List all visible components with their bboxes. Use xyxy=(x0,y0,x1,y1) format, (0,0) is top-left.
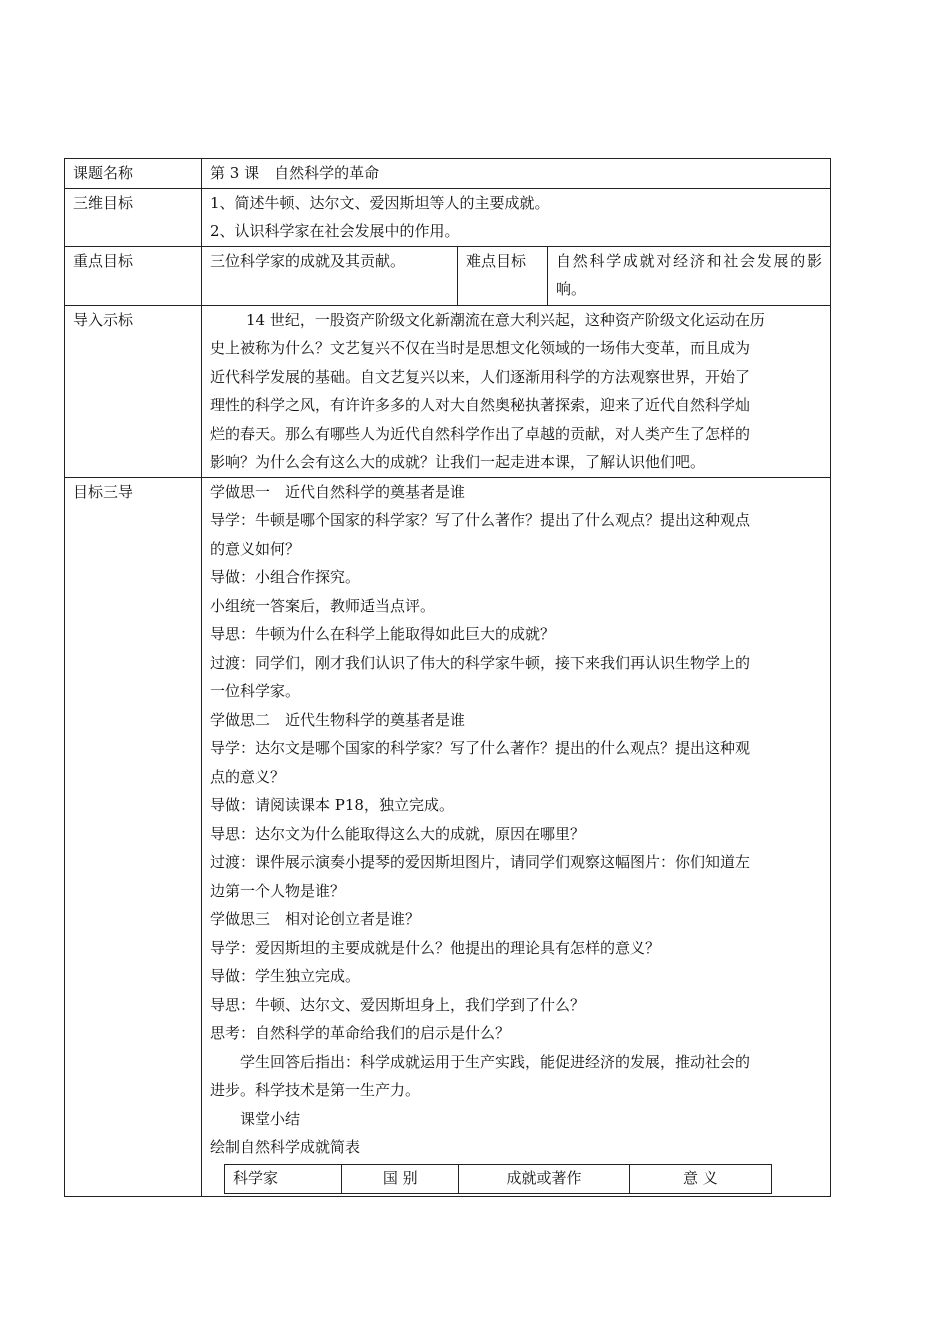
header-significance: 意 义 xyxy=(629,1164,771,1193)
guide-content xyxy=(202,477,831,1196)
guide-line: 学做思一 近代自然科学的奠基者是谁 xyxy=(210,482,466,501)
row-guide xyxy=(65,477,831,1196)
header-achievement: 成就或著作 xyxy=(459,1164,629,1193)
label-intro: 导入示标 xyxy=(65,305,202,477)
intro-line: 史上被称为什么？文艺复兴不仅在当时是思想文化领域的一场伟大变革，而且成为 xyxy=(210,339,751,357)
goal-item: 1、简述牛顿、达尔文、爱因斯坦等人的主要成就。 xyxy=(210,193,550,212)
intro-line: 影响？为什么会有这么大的成就？让我们一起走进本课，了解认识他们吧。 xyxy=(210,453,706,471)
guide-line: 学做思二 近代生物科学的奠基者是谁 xyxy=(210,710,466,729)
guide-line: 过渡：课件展示演奏小提琴的爱因斯坦图片，请同学们观察这幅图片：你们知道左 xyxy=(210,853,751,871)
guide-line: 一位科学家。 xyxy=(210,682,301,700)
guide-line: 导思：牛顿为什么在科学上能取得如此巨大的成就？ xyxy=(210,625,556,643)
row-lesson-title xyxy=(65,159,831,189)
guide-line: 小组统一答案后，教师适当点评。 xyxy=(210,596,436,615)
achievement-table xyxy=(224,1164,772,1194)
row-key-goals xyxy=(65,246,831,305)
header-scientist: 科学家 xyxy=(225,1164,342,1193)
label-guide: 目标三导 xyxy=(65,477,202,1196)
guide-line: 点的意义？ xyxy=(210,767,286,786)
intro-line: 理性的科学之风，有许许多多的人对大自然奥秘执著探索，迎来了近代自然科学灿 xyxy=(210,396,751,414)
guide-line: 导做：请阅读课本 P18，独立完成。 xyxy=(210,796,454,814)
guide-line: 过渡：同学们，刚才我们认识了伟大的科学家牛顿，接下来我们再认识生物学上的 xyxy=(210,653,751,672)
intro-line: 近代科学发展的基础。自文艺复兴以来，人们逐渐用科学的方法观察世界，开始了 xyxy=(210,367,751,386)
guide-line: 思考：自然科学的革命给我们的启示是什么？ xyxy=(210,1024,511,1042)
header-country: 国 别 xyxy=(342,1164,459,1193)
guide-line: 导学：达尔文是哪个国家的科学家？写了什么著作？提出的什么观点？提出这种观 xyxy=(210,739,751,757)
guide-line: 边第一个人物是谁？ xyxy=(210,881,346,900)
intro-line: 14 世纪，一股资产阶级文化新潮流在意大利兴起，这种资产阶级文化运动在历 xyxy=(246,310,765,329)
answer-line: 学生回答后指出：科学成就运用于生产实践，能促进经济的发展，推动社会的 xyxy=(240,1052,751,1071)
guide-line: 导思：达尔文为什么能取得这么大的成就，原因在哪里？ xyxy=(210,824,586,843)
three-goals-list xyxy=(202,188,831,246)
answer-line: 进步。科学技术是第一生产力。 xyxy=(210,1081,421,1099)
guide-line: 学做思三 相对论创立者是谁？ xyxy=(210,910,421,928)
label-difficult-goals: 难点目标 xyxy=(458,246,548,305)
guide-line: 导做：学生独立完成。 xyxy=(210,967,361,985)
achievement-table-header xyxy=(225,1164,772,1193)
row-intro xyxy=(65,305,831,477)
table-title: 绘制自然科学成就简表 xyxy=(210,1138,361,1156)
intro-text xyxy=(202,305,831,477)
guide-line: 导做：小组合作探究。 xyxy=(210,568,361,586)
label-key-goals: 重点目标 xyxy=(65,246,202,305)
row-three-goals xyxy=(65,188,831,246)
goal-item: 2、认识科学家在社会发展中的作用。 xyxy=(210,222,460,240)
guide-line: 的意义如何？ xyxy=(210,539,301,558)
guide-line: 导思：牛顿、达尔文、爱因斯坦身上，我们学到了什么？ xyxy=(210,995,586,1014)
label-lesson-title: 课题名称 xyxy=(65,159,202,189)
summary-heading: 课堂小结 xyxy=(240,1109,301,1128)
guide-line: 导学：爱因斯坦的主要成就是什么？他提出的理论具有怎样的意义？ xyxy=(210,938,661,957)
lesson-plan-table xyxy=(64,158,831,1197)
guide-line: 导学：牛顿是哪个国家的科学家？写了什么著作？提出了什么观点？提出这种观点 xyxy=(210,511,751,529)
intro-line: 烂的春天。那么有哪些人为近代自然科学作出了卓越的贡献，对人类产生了怎样的 xyxy=(210,424,751,443)
label-three-goals: 三维目标 xyxy=(65,188,202,246)
lesson-title-value: 第 3 课 自然科学的革命 xyxy=(202,159,831,189)
difficult-goals-value: 自然科学成就对经济和社会发展的影响。 xyxy=(548,246,831,305)
key-goals-value: 三位科学家的成就及其贡献。 xyxy=(202,246,458,305)
